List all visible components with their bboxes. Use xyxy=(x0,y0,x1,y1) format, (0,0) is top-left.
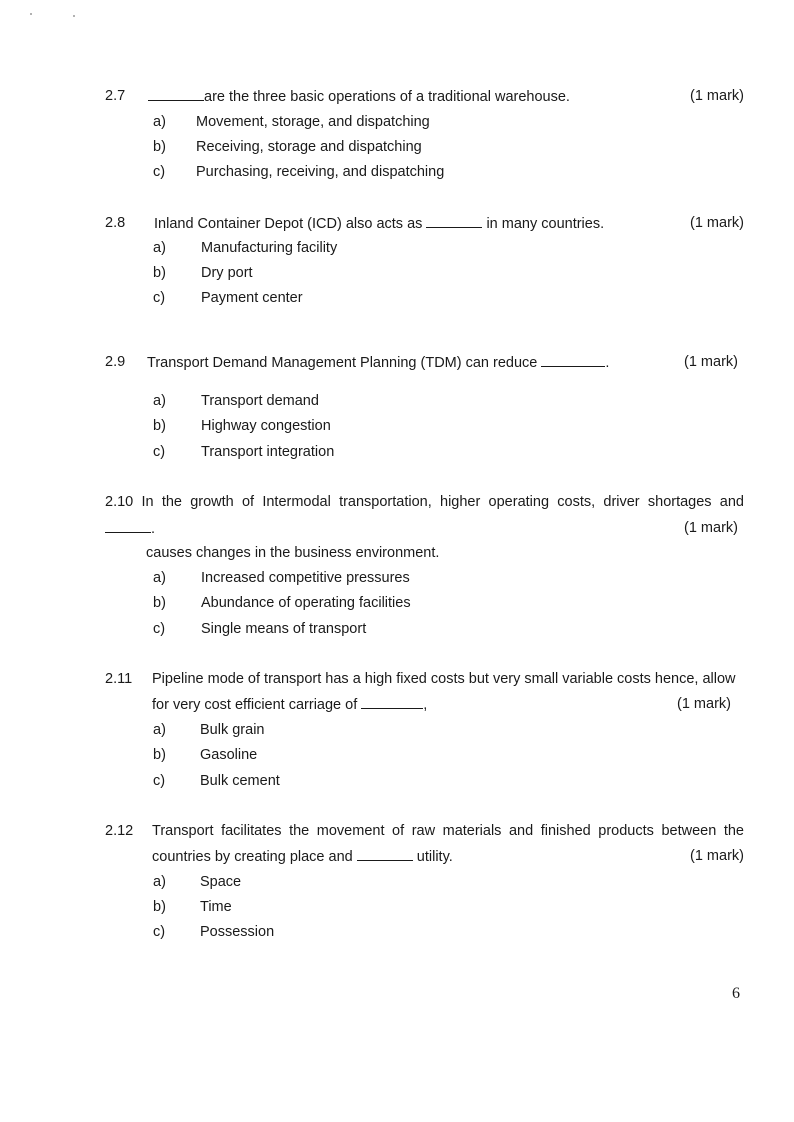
option-text: Highway congestion xyxy=(201,418,331,434)
marks-label: (1 mark) xyxy=(690,88,744,104)
option-letter: b) xyxy=(153,139,166,155)
option-text: Manufacturing facility xyxy=(201,240,338,256)
question-text-line1: 2.10 In the growth of Intermodal transportation, higher operating costs, driver shortages and xyxy=(105,494,744,510)
question-number: 2.9 xyxy=(105,354,126,370)
marks-label: (1 mark) xyxy=(690,215,744,231)
marks-label: (1 mark) xyxy=(677,696,731,712)
question-text-line2: for very cost efficient carriage of , xyxy=(152,697,428,713)
option-text: Bulk grain xyxy=(200,722,265,738)
option-letter: a) xyxy=(153,722,166,738)
option-letter: b) xyxy=(153,747,166,763)
answer-blank xyxy=(426,215,482,228)
option-text: Bulk cement xyxy=(200,773,280,789)
option-text: Purchasing, receiving, and dispatching xyxy=(196,164,445,180)
option-letter: b) xyxy=(153,899,166,915)
option-text: Space xyxy=(200,874,242,890)
question-number: 2.10 xyxy=(105,494,134,510)
option-text: Dry port xyxy=(201,265,253,281)
marks-label: (1 mark) xyxy=(690,848,744,864)
question-number: 2.11 xyxy=(105,671,133,687)
option-letter: a) xyxy=(153,393,166,409)
option-letter: a) xyxy=(153,874,166,890)
option-text: Gasoline xyxy=(200,747,258,763)
option-letter: c) xyxy=(153,444,166,460)
answer-blank xyxy=(105,520,151,533)
option-text: Transport demand xyxy=(201,393,319,409)
option-letter: c) xyxy=(153,924,166,940)
option-text: Single means of transport xyxy=(201,621,367,637)
answer-blank xyxy=(361,696,423,709)
scan-speck xyxy=(30,13,32,15)
option-letter: c) xyxy=(153,164,166,180)
question-text: Inland Container Depot (ICD) also acts as in many countries. xyxy=(154,216,605,232)
option-letter: c) xyxy=(153,773,166,789)
option-text: Abundance of operating facilities xyxy=(201,595,411,611)
question-number: 2.8 xyxy=(105,215,126,231)
option-letter: b) xyxy=(153,265,166,281)
option-text: Time xyxy=(200,899,232,915)
option-text: Receiving, storage and dispatching xyxy=(196,139,422,155)
answer-blank xyxy=(541,354,605,367)
option-letter: a) xyxy=(153,570,166,586)
option-text: Transport integration xyxy=(201,444,335,460)
question-text-line2: . xyxy=(105,520,155,537)
answer-blank xyxy=(148,88,204,101)
marks-label: (1 mark) xyxy=(684,520,738,536)
question-text: Transport Demand Management Planning (TDM) can reduce . xyxy=(147,355,610,371)
option-text: Increased competitive pressures xyxy=(201,570,410,586)
question-text-line1: Pipeline mode of transport has a high fixed costs but very small variable costs hence, allow xyxy=(152,671,736,687)
option-text: Possession xyxy=(200,924,275,940)
option-letter: b) xyxy=(153,418,166,434)
option-letter: a) xyxy=(153,240,166,256)
option-letter: c) xyxy=(153,621,166,637)
question-text-line2: countries by creating place and utility. xyxy=(152,849,453,865)
question-text-line1: Transport facilitates the movement of raw materials and finished products between the xyxy=(152,823,744,839)
question-number: 2.7 xyxy=(105,88,126,104)
question-text: are the three basic operations of a traditional warehouse. xyxy=(148,88,570,105)
question-text-line3: causes changes in the business environment. xyxy=(146,545,440,561)
option-text: Payment center xyxy=(201,290,303,306)
answer-blank xyxy=(357,848,413,861)
page-number: 6 xyxy=(732,985,740,1002)
option-letter: b) xyxy=(153,595,166,611)
option-letter: a) xyxy=(153,114,166,130)
scan-speck xyxy=(73,15,75,17)
question-number: 2.12 xyxy=(105,823,134,839)
option-text: Movement, storage, and dispatching xyxy=(196,114,430,130)
marks-label: (1 mark) xyxy=(684,354,738,370)
option-letter: c) xyxy=(153,290,166,306)
